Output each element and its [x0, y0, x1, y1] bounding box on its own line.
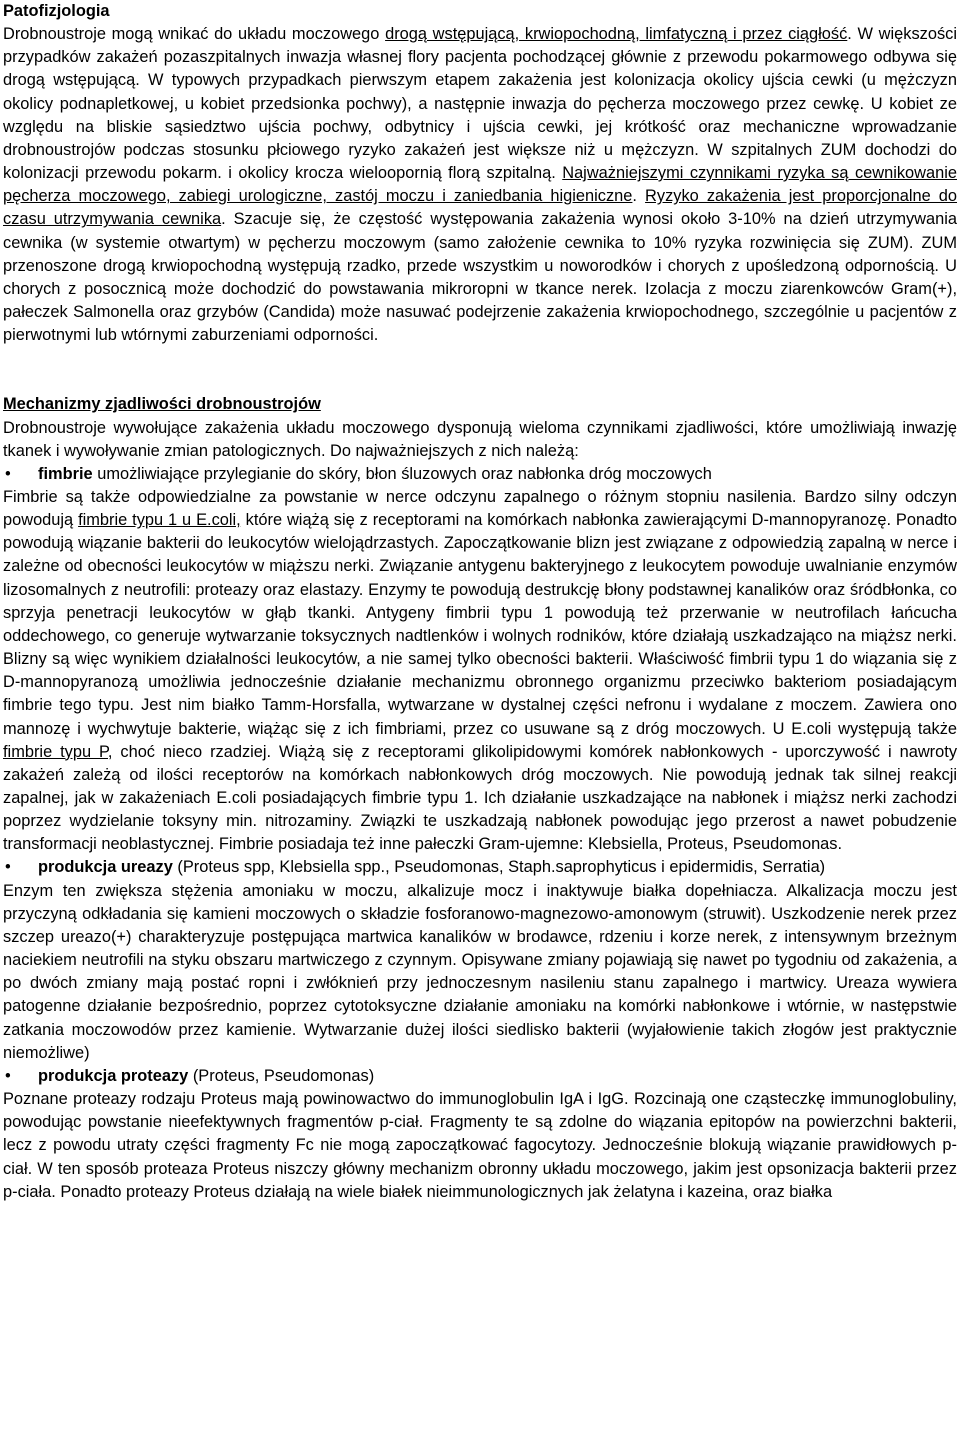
text-run: Fimbrie są także odpowiedzialne za powstanie w nerce odczynu zapalnego o różnym stopniu nasilenia. Bardzo silny odczyn powodują	[3, 487, 957, 530]
list-item-proteaza	[3, 1065, 957, 1088]
underlined-text: fimbrie typu P,	[3, 742, 113, 761]
list-item-ureaza	[3, 856, 957, 879]
list-item-text: umożliwiające przylegianie do skóry, błon śluzowych oraz nabłonka dróg moczowych	[92, 464, 712, 483]
text-run: Drobnoustroje mogą wnikać do układu moczowego	[3, 25, 386, 44]
paragraph-proteaza: Poznane proteazy rodzaju Proteus mają powinowactwo do immunoglobulin IgA i IgG. Rozcinają one cząsteczkę immunoglobuliny, powodując powstanie nieefektywnych fragmentów p-ciał. Fragmenty te są zdolne do wiązania epitopów na powierzchni bakterii, lecz z powodu utraty części fragmenty Fc nie mogą zapoczątkować fagocytozy. Jednocześnie blokują wiązanie prawidłowych p-ciał. W ten sposób proteaza Proteus niszczy główny mechanizm obronny układu moczowego, jakim jest opsonizacja bakterii przez p-ciała. Ponadto proteazy Proteus działają na wiele białek nieimmunologicznych jak żelatyna i kazeina, oraz białka	[3, 1090, 957, 1201]
text-run: choć nieco rzadziej. Wiążą się z receptorami glikolipidowymi komórek nabłonkowych - uporczywość i nawroty zakażeń zależą od ilości receptorów na komórkach nabłonkowych dróg moczowych. Nie powodują jednak tak silnej reakcji zapalnej, jak w zakażeniach E.coli posiadających fimbrie typu 1. Ich działanie uszkadzające na nabłonek i miąższ nerki zachodzi poprzez wydzielanie toksyny min. nitrozaminy. Związki te uszkadzają nabłonek powodując jego przerost a nawet pobudzenie transformacji neoblastycznej. Fimbrie posiadaja też inne pałeczki Gram-ujemne: Klebsiella, Proteus, Pseudomonas.	[3, 742, 958, 854]
section-heading-patofizjologia: Patofizjologia	[3, 2, 110, 20]
underlined-text: fimbrie typu 1 u E.coli,	[78, 511, 241, 530]
list-item-fimbrie	[3, 463, 957, 486]
list-item-term: produkcja proteazy	[38, 1066, 189, 1085]
bullet-icon: •	[5, 858, 11, 877]
underlined-text: drogą wstępującą, krwiopochodną, limfatyczną i przez ciągłość	[385, 25, 848, 44]
paragraph-intro: Drobnoustroje wywołujące zakażenia układu moczowego dysponują wieloma czynnikami zjadliwości, które umożliwiają inwazję tkanek i wywoływanie zmian patologicznych. Do najważniejszych z nich należą:	[3, 418, 957, 460]
underlined-text: Najważniejszymi czynnikami ryzyka są cewnikowanie pęcherza moczowego, zabiegi urologiczne, zastój moczu i zaniedbania higieniczne	[3, 164, 957, 206]
virulence-list	[3, 856, 957, 879]
list-item-term: fimbrie	[38, 464, 93, 483]
virulence-list	[3, 463, 957, 486]
list-item-text: (Proteus, Pseudomonas)	[188, 1066, 375, 1085]
list-item-term: produkcja ureazy	[38, 858, 173, 877]
text-run: . Szacuje się, że częstość występowania zakażenia wynosi około 3-10% na dzień utrzymywania cewnika (w systemie otwartym) w pęcherzu moczowym (samo założenie cewnika to 10% ryzyka rozwinięcia się ZUM). ZUM przenoszone drogą krwiopochodną występują rzadko, przede wszystkim u noworodków i chorych z upośledzoną odpornością. U chorych z posocznicą może dochodzić do powstawania mikroropni w tkance nerek. Izolacja z moczu ziarenkowców Gram(+), pałeczek Salmonella oraz grzybów (Candida) może nasuwać podejrzenie zakażenia krwiopochodnego, szczególnie u pacjentów z pierwotnymi lub wtórnymi zaburzeniami odporności.	[3, 210, 957, 345]
section-heading-mechanizmy: Mechanizmy zjadliwości drobnoustrojów	[3, 395, 321, 414]
text-run: . W większości przypadków zakażeń pozaszpitalnych inwazja własnej flory pacjenta pochodzącej głównie z przewodu pokarmowego odbywa się drogą wstępującą. W typowych przypadkach pierwszym etapem zakażenia jest kolonizacja okolicy ujścia cewki (u mężczyzn okolicy podnapletkowej, u kobiet przedsionka pochwy), a następnie inwazja do pęcherza moczowego przez cewkę. U kobiet ze względu na bliskie sąsiedztwo ujścia pochwy, odbytnicy i ujścia cewki, jej krótkość oraz mechaniczne wprowadzanie drobnoustrojów podczas stosunku płciowego ryzyko zakażeń jest większe niż u mężczyzn. W szpitalnych ZUM dochodzi do kolonizacji przewodu pokarm. i okolicy krocza wieloopornią florą szpitalną.	[3, 25, 957, 183]
paragraph-fimbrie	[3, 486, 957, 857]
virulence-list	[3, 1065, 957, 1088]
text-run: .	[632, 187, 646, 206]
underlined-text: Ryzyko zakażenia jest proporcjonalne do czasu utrzymywania cewnika	[3, 187, 958, 229]
section-spacer	[3, 347, 957, 393]
bullet-icon: •	[5, 464, 11, 483]
text-run: które wiążą się z receptorami na komórkach nabłonka zawierającymi D-mannopyranozę. Ponadto powodują wiązanie bakterii do leukocytów wielojądrzastych. Zapoczątkowanie blizn jest związane z odpowiedzią zapalną w nerce i zależne od obecności leukocytów w miąższu nerki. Związanie antygenu bakteryjnego z leukocytem powoduje uwalnianie enzymów lizosomalnych z neutrofili: proteazy oraz elastazy. Enzymy te powodują destrukcję błony podstawnej kanalików oraz śródbłonka, co sprzyja penetracji leukocytów w głąb tkanki. Antygeny fimbrii typu 1 powodują też przerwanie w neutrofilach łańcucha oddechowego, co generuje wytwarzanie toksycznych nadtlenków i wolnych rodników, które działają uszkadzająco na miąższ nerki. Blizny są więc wynikiem działalności leukocytów, a nie samej tylko obecności bakterii. Właściwość fimbrii typu 1 do wiązania się z D-mannopyranozą umożliwia jednocześnie działanie mechanizmu obronnego organizmu przeciwko bakteriom posiadającym fimbrie tego typu. Jest nim białko Tamm-Horsfalla, wytwarzane w dystalnej części nefronu i wydalane z moczem. Zawiera ono mannozę i wychwytuje bakterie, wiążąc się z ich fimbriami, przez co usuwane są z dróg moczowych. U E.coli występują także	[3, 511, 957, 738]
paragraph-ureaza: Enzym ten zwiększa stężenia amoniaku w moczu, alkalizuje mocz i inaktywuje białka dopełniacza. Alkalizacja moczu jest przyczyną odkładania się kamieni moczowych o składzie fosforanowo-magnezowo-amonowym (struwit). Uszkodzenie nerek przez szczep ureazo(+) charakteryzuje postępująca martwica kanalików w brodawce, rdzeniu i korze nerek, z intensywnym brzeżnym naciekiem neutrofili na styku obszaru martwiczego z czynnym. Opisywane zmiany pojawiają się nawet po tygodniu od zakażenia, a po dwóch zmiany mają postać ropni i zwłóknień przy jednoczesnym nasileniu stanu zapalnego i martwicy. Ureaza wywiera patogenne działanie bezpośrednio, poprzez cytotoksyczne działanie amoniaku na komórki nabłonkowe i wtórnie, w następstwie zatkania moczowodów przez kamienie. Wytwarzanie dużej ilości siedlisko bakterii (wyjałowienie takich złogów jest praktycznie niemożliwe)	[3, 881, 957, 1062]
bullet-icon: •	[5, 1066, 11, 1085]
list-item-text: (Proteus spp, Klebsiella spp., Pseudomonas, Staph.saprophyticus i epidermidis, Serratia)	[172, 858, 826, 877]
paragraph-patofizjologia	[3, 23, 957, 347]
